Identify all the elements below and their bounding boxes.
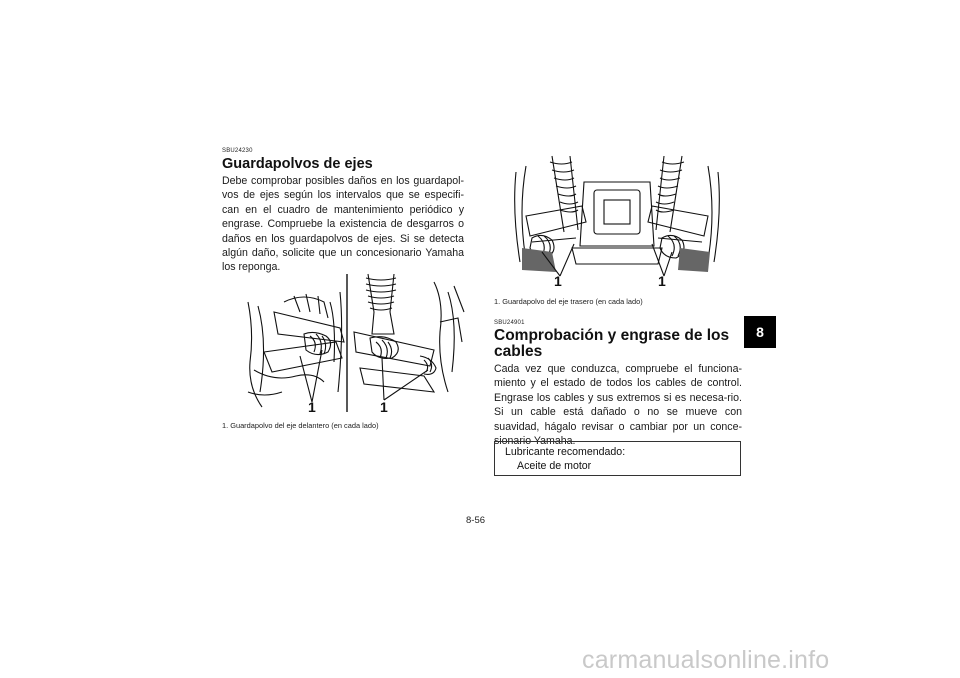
- watermark: carmanualsonline.info: [582, 646, 830, 674]
- cables-section: [494, 320, 742, 448]
- front-figure-caption: 1. Guardapolvo del eje delantero (en cada lado): [222, 421, 379, 430]
- section-code: SBU24230: [222, 148, 253, 154]
- front-axle-drawing: [244, 272, 466, 414]
- rear-axle-drawing: [512, 152, 722, 288]
- rear-figure-caption: 1. Guardapolvo del eje trasero (en cada lado): [494, 297, 643, 306]
- rear-figure-label-b: 1: [658, 273, 666, 288]
- cables-section-body: Cada vez que conduzca, compruebe el funciona-miento y el estado de todos los cables de control. Engrase los cables y sus extremos si es necesa-rio. Si un cable está dañado o no se mueve con suavidad, hágalo revisar o cambiar por un conce-sionario Yamaha.: [494, 363, 742, 448]
- front-figure-label-a: 1: [308, 399, 316, 414]
- lubricant-box: [494, 441, 741, 476]
- front-figure-label-b: 1: [380, 399, 388, 414]
- section-title: Guardapolvos de ejes: [222, 156, 373, 172]
- cables-section-title: Comprobación y engrase de los cables: [494, 327, 730, 360]
- rear-axle-boot-illustration: [512, 152, 722, 288]
- rear-figure-label-a: 1: [554, 273, 562, 288]
- chapter-tab: 8: [744, 316, 776, 348]
- page-number: 8-56: [466, 515, 486, 526]
- lubricant-label: Lubricante recomendado:: [505, 446, 626, 458]
- section-body: Debe comprobar posibles daños en los guardapol-vos de ejes según los intervalos que se especifi-can en el cuadro de mantenimiento periódico y engrase. Compruebe la existencia de desgarros o daños en los guardapolvos de ejes. Si se detecta algún daño, solicite que un concesionario Yamaha los reponga.: [222, 175, 464, 274]
- lubricant-value: Aceite de motor: [517, 460, 592, 472]
- axle-boots-section: [222, 148, 464, 275]
- front-axle-boot-illustration: [244, 272, 466, 414]
- cables-section-code: SBU24901: [494, 320, 525, 326]
